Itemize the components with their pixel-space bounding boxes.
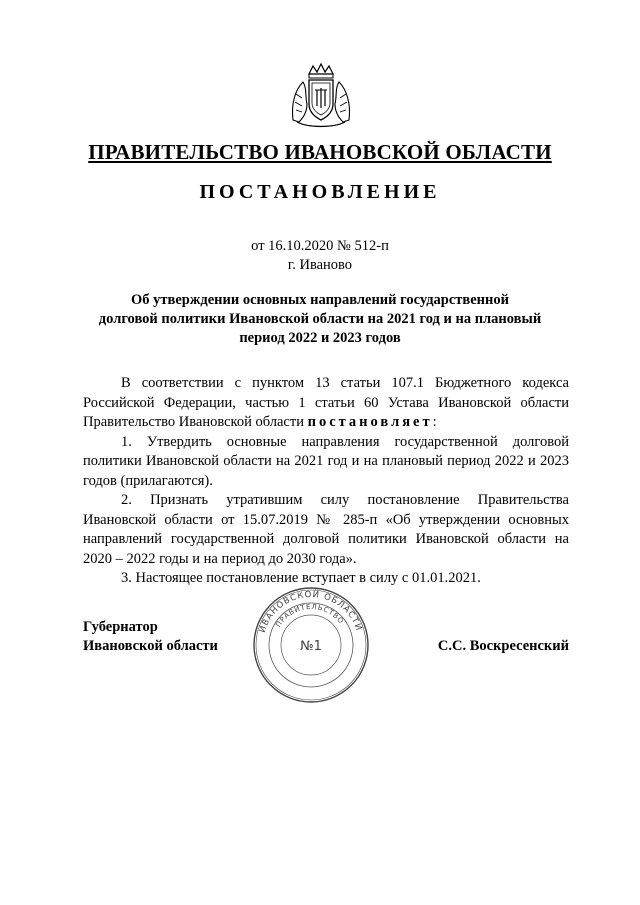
- preamble-colon: :: [432, 414, 437, 430]
- preamble-text: В соответствии с пунктом 13 статьи 107.1 Бюджетного кодекса Российской Федерации, частью 1 статьи 60 Устава Ивановской области Правительство Ивановской области: [83, 375, 569, 430]
- paragraph-item-3: 3. Настоящее постановление вступает в силу с 01.01.2021.: [121, 570, 481, 586]
- paragraph-item-2: 2. Признать утратившим силу постановление Правительства Ивановской области от 15.07.2019 № 285-п «Об утверждении основных направлений государственной долговой политики Ивановской области на 2020 – 2022 годы и на период до 2030 года».: [83, 492, 569, 567]
- seal-outer-text: ИВАНОВСКОЙ ОБЛАСТИ: [257, 589, 364, 635]
- paragraph-item-1: 1. Утвердить основные направления государственной долговой политики Ивановской области на 2021 год и на плановый период 2022 и 2023 годов (прилагаются).: [83, 433, 569, 489]
- subject-line: Об утверждении основных направлений государственной: [131, 292, 509, 308]
- official-seal-icon: [252, 586, 370, 704]
- date-number: от 16.10.2020 № 512-п: [251, 238, 389, 254]
- document-meta: [0, 237, 640, 275]
- paragraph-preamble: [83, 374, 569, 433]
- svg-text:ИВАНОВСКОЙ ОБЛАСТИ: [258, 588, 364, 634]
- decree-verb: постановляет: [307, 414, 433, 430]
- subject-line: долговой политики Ивановской области на 2021 год и на плановый: [98, 311, 542, 327]
- document-type: ПОСТАНОВЛЕНИЕ: [199, 181, 441, 203]
- signer-position: [83, 618, 218, 656]
- position-line: Ивановской области: [83, 638, 218, 654]
- government-title: ПРАВИТЕЛЬСТВО ИВАНОВСКОЙ ОБЛАСТИ: [88, 140, 552, 164]
- subject-line: период 2022 и 2023 годов: [239, 330, 401, 346]
- seal-number: №1: [300, 639, 322, 654]
- position-line: Губернатор: [83, 619, 158, 635]
- seal-inner-text: ПРАВИТЕЛЬСТВО: [274, 602, 346, 629]
- coat-of-arms-icon: [287, 60, 355, 130]
- document-subject: [70, 291, 570, 348]
- signer-name: С.С. Воскресенский: [437, 638, 569, 654]
- city: г. Иваново: [287, 257, 353, 273]
- document-body: [83, 374, 569, 589]
